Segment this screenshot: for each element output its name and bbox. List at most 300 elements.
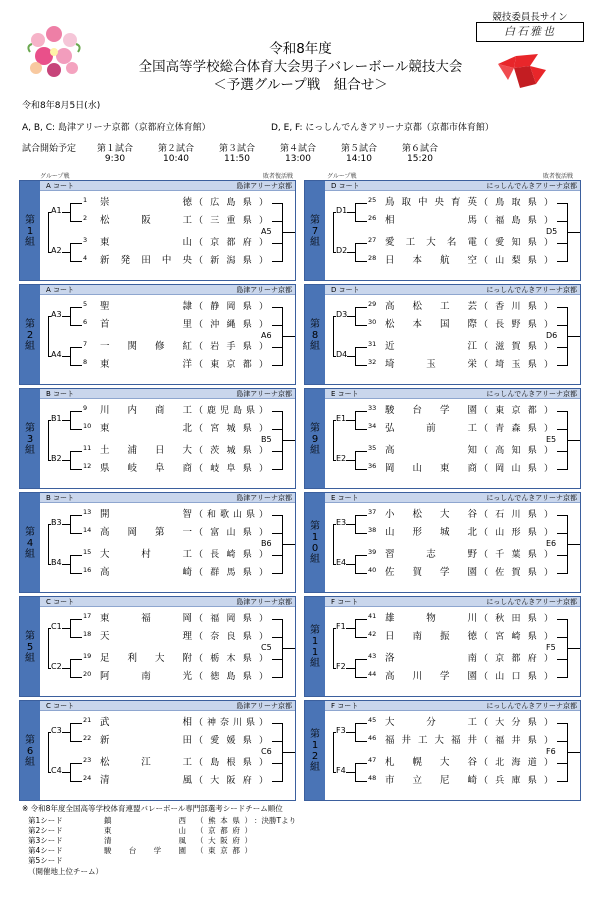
bracket-line bbox=[557, 573, 567, 574]
match-time: 9:30 bbox=[104, 154, 126, 164]
group-label-char: 組 bbox=[310, 554, 320, 565]
group-battle-label-left: グループ戦 bbox=[40, 173, 70, 180]
team-school: 岡山東商 bbox=[385, 463, 477, 474]
seed-prefecture: （大阪府） bbox=[196, 836, 252, 845]
team-prefecture: （愛知県） bbox=[479, 238, 553, 248]
bracket-line bbox=[70, 203, 82, 204]
court-name: C コート bbox=[46, 702, 75, 710]
bracket-line bbox=[355, 203, 356, 222]
team-school: 松本国際 bbox=[385, 319, 477, 330]
semifinal-label: B3 bbox=[51, 518, 62, 527]
team-prefecture: （京都府） bbox=[194, 238, 268, 248]
bracket-line bbox=[557, 469, 567, 470]
group-block bbox=[19, 284, 296, 385]
team-number: 25 bbox=[368, 196, 377, 204]
bracket-line bbox=[272, 573, 282, 574]
semifinal-label: C2 bbox=[51, 662, 62, 671]
title-year: 令和8年度 bbox=[269, 41, 332, 57]
bracket-line bbox=[355, 429, 367, 430]
bracket-line bbox=[272, 533, 282, 534]
seed-rank: 第5シード bbox=[28, 856, 63, 865]
team-school: 鳥取中央育英 bbox=[385, 197, 477, 208]
team-number: 20 bbox=[83, 670, 92, 678]
court-name: A コート bbox=[46, 286, 75, 294]
bracket-line bbox=[282, 232, 295, 233]
team-number: 45 bbox=[368, 716, 377, 724]
bracket-line bbox=[48, 212, 49, 253]
team-school: 一関修紅 bbox=[100, 341, 192, 352]
bracket-line bbox=[272, 781, 282, 782]
bracket-line bbox=[355, 619, 367, 620]
bracket-line bbox=[48, 628, 49, 669]
bracket-line bbox=[557, 429, 567, 430]
team-school: 高松工芸 bbox=[385, 301, 477, 312]
match-time: 11:50 bbox=[224, 154, 250, 164]
court-name: F コート bbox=[331, 702, 359, 710]
final-label: B6 bbox=[261, 539, 272, 548]
court-name: F コート bbox=[331, 598, 359, 606]
team-number: 47 bbox=[368, 756, 377, 764]
team-prefecture: （宮崎県） bbox=[479, 632, 553, 642]
bracket-line bbox=[272, 221, 282, 222]
court-venue: にっしんでんきアリーナ京都 bbox=[486, 390, 577, 398]
team-school: 開智 bbox=[100, 509, 192, 520]
bracket-line bbox=[557, 347, 567, 348]
bracket-line bbox=[355, 307, 356, 326]
team-prefecture: （兵庫県） bbox=[479, 776, 553, 786]
team-prefecture: （宮城県） bbox=[194, 424, 268, 434]
final-label: D6 bbox=[546, 331, 558, 340]
team-school: 足利大附 bbox=[100, 653, 192, 664]
bracket-line bbox=[272, 203, 282, 204]
bracket-line bbox=[557, 307, 567, 308]
bracket-line bbox=[333, 732, 334, 773]
team-school: 大村工 bbox=[100, 549, 192, 560]
bracket-line bbox=[333, 628, 334, 669]
team-prefecture: （鳥取県） bbox=[479, 198, 553, 208]
group-label-char: 第 bbox=[310, 521, 320, 532]
team-number: 36 bbox=[368, 462, 377, 470]
team-prefecture: （山口県） bbox=[479, 672, 553, 682]
host-note: （開催地上位チーム） bbox=[28, 867, 103, 876]
match-time: 15:20 bbox=[407, 154, 433, 164]
semifinal-label: E3 bbox=[336, 518, 347, 527]
bracket-line bbox=[70, 533, 82, 534]
bracket-line bbox=[355, 451, 367, 452]
team-prefecture: （香川県） bbox=[479, 302, 553, 312]
team-number: 28 bbox=[368, 254, 377, 262]
team-prefecture: （京都府） bbox=[479, 654, 553, 664]
bracket-line bbox=[557, 515, 567, 516]
bracket-line bbox=[557, 741, 567, 742]
bracket-line bbox=[333, 316, 334, 357]
final-label: A6 bbox=[261, 331, 272, 340]
bracket-line bbox=[282, 440, 295, 441]
bracket-line bbox=[272, 741, 282, 742]
group-block bbox=[304, 700, 581, 801]
team-prefecture: （東京都） bbox=[479, 406, 553, 416]
event-date: 令和8年8月5日(水) bbox=[22, 101, 101, 111]
bracket-line bbox=[48, 420, 49, 461]
bracket-line bbox=[557, 637, 567, 638]
bracket-line bbox=[355, 637, 367, 638]
court-venue: 島津アリーナ京都 bbox=[236, 494, 292, 502]
bracket-line bbox=[272, 243, 282, 244]
team-prefecture: （秋田県） bbox=[479, 614, 553, 624]
bracket-line bbox=[355, 515, 356, 534]
group-label-char: 第 bbox=[25, 318, 35, 330]
bracket-line bbox=[70, 677, 82, 678]
bracket-line bbox=[567, 752, 580, 753]
team-prefecture: （島根県） bbox=[194, 758, 268, 768]
bracket-line bbox=[355, 677, 367, 678]
court-venue: にっしんでんきアリーナ京都 bbox=[486, 702, 577, 710]
group-label-char: 第 bbox=[310, 318, 320, 330]
team-number: 39 bbox=[368, 548, 377, 556]
team-number: 7 bbox=[83, 340, 88, 348]
team-prefecture: （岩手県） bbox=[194, 342, 268, 352]
team-number: 42 bbox=[368, 630, 377, 638]
group-block bbox=[304, 492, 581, 593]
court-name: D コート bbox=[331, 182, 360, 190]
group-block bbox=[19, 700, 296, 801]
bracket-line bbox=[355, 243, 356, 262]
court-venue: 島津アリーナ京都 bbox=[236, 286, 292, 294]
semifinal-label: D1 bbox=[336, 206, 348, 215]
team-prefecture: （三重県） bbox=[194, 216, 268, 226]
team-prefecture: （岡山県） bbox=[479, 464, 553, 474]
bracket-line bbox=[355, 723, 356, 742]
court-bar bbox=[325, 285, 580, 295]
team-prefecture: （鹿児島県） bbox=[194, 406, 268, 416]
bracket-line bbox=[557, 411, 567, 412]
team-school: 佐賀学園 bbox=[385, 567, 477, 578]
team-number: 35 bbox=[368, 444, 377, 452]
bracket-line bbox=[70, 347, 71, 366]
court-bar bbox=[325, 597, 580, 607]
final-label: B5 bbox=[261, 435, 272, 444]
court-venue: にっしんでんきアリーナ京都 bbox=[486, 182, 577, 190]
bracket-line bbox=[355, 781, 367, 782]
bracket-line bbox=[70, 261, 82, 262]
group-label-char: 組 bbox=[25, 652, 35, 664]
team-prefecture: （奈良県） bbox=[194, 632, 268, 642]
bracket-line bbox=[282, 752, 295, 753]
team-prefecture: （高知県） bbox=[479, 446, 553, 456]
court-bar bbox=[40, 181, 295, 191]
bracket-line bbox=[557, 763, 567, 764]
seed-prefecture: （東京都） bbox=[196, 846, 252, 855]
group-label-char: 第 bbox=[25, 214, 35, 226]
team-school: 崇徳 bbox=[100, 197, 192, 208]
team-prefecture: （山梨県） bbox=[479, 256, 553, 266]
final-label: C6 bbox=[261, 747, 272, 756]
team-prefecture: （静岡県） bbox=[194, 302, 268, 312]
bracket-line bbox=[355, 261, 367, 262]
bracket-line bbox=[70, 411, 82, 412]
bracket-line bbox=[557, 619, 567, 620]
team-number: 9 bbox=[83, 404, 88, 412]
match-time: 13:00 bbox=[285, 154, 311, 164]
group-label-char: 第 bbox=[310, 625, 320, 636]
group-label-char: 組 bbox=[310, 762, 320, 773]
group-block bbox=[304, 596, 581, 697]
semifinal-label: D2 bbox=[336, 246, 348, 255]
court-name: C コート bbox=[46, 598, 75, 606]
team-prefecture: （福岡県） bbox=[194, 614, 268, 624]
bracket-line bbox=[272, 619, 282, 620]
court-venue: にっしんでんきアリーナ京都 bbox=[486, 286, 577, 294]
bracket-line bbox=[355, 451, 356, 470]
team-number: 27 bbox=[368, 236, 377, 244]
bracket-line bbox=[272, 347, 282, 348]
semifinal-label: F4 bbox=[336, 766, 346, 775]
bracket-line bbox=[282, 544, 295, 545]
seed-school: 駿台学園 bbox=[104, 846, 186, 855]
group-label-char: 組 bbox=[25, 340, 35, 352]
team-school: 高川学園 bbox=[385, 671, 477, 682]
bracket-line bbox=[557, 723, 567, 724]
team-school: 東山 bbox=[100, 237, 192, 248]
bracket-line bbox=[557, 781, 567, 782]
court-bar bbox=[40, 389, 295, 399]
team-prefecture: （山形県） bbox=[479, 528, 553, 538]
bracket-line bbox=[557, 221, 567, 222]
team-number: 41 bbox=[368, 612, 377, 620]
group-label-char: 1 bbox=[311, 740, 319, 751]
team-number: 48 bbox=[368, 774, 377, 782]
final-label: D5 bbox=[546, 227, 558, 236]
bracket-line bbox=[355, 469, 367, 470]
final-label: A5 bbox=[261, 227, 272, 236]
team-prefecture: （栃木県） bbox=[194, 654, 268, 664]
bracket-line bbox=[272, 555, 282, 556]
bracket-line bbox=[70, 469, 82, 470]
bracket-line bbox=[355, 555, 367, 556]
team-school: 清風 bbox=[100, 775, 192, 786]
semifinal-label: C3 bbox=[51, 726, 62, 735]
bracket-line bbox=[355, 411, 367, 412]
court-venue: にっしんでんきアリーナ京都 bbox=[486, 598, 577, 606]
team-school: 新発田中央 bbox=[100, 255, 192, 266]
team-number: 29 bbox=[368, 300, 377, 308]
bracket-line bbox=[272, 515, 282, 516]
match-name: 第６試合 bbox=[401, 144, 438, 154]
bracket-line bbox=[70, 243, 71, 262]
bracket-line bbox=[557, 261, 567, 262]
final-label: F5 bbox=[546, 643, 556, 652]
volleyball-logo bbox=[494, 50, 550, 92]
bracket-line bbox=[70, 573, 82, 574]
venue-def: D, E, F: にっしんでんきアリーナ京都（京都市体育館） bbox=[271, 123, 494, 133]
court-venue: 島津アリーナ京都 bbox=[236, 390, 292, 398]
team-prefecture: （広島県） bbox=[194, 198, 268, 208]
group-label-char: 1 bbox=[311, 532, 319, 543]
seed-rank: 第1シード bbox=[28, 816, 63, 825]
title-tournament: 全国高等学校総合体育大会男子バレーボール競技大会 bbox=[138, 59, 463, 75]
bracket-line bbox=[272, 411, 282, 412]
team-school: 市立尼崎 bbox=[385, 775, 477, 786]
bracket-line bbox=[557, 677, 567, 678]
bracket-line bbox=[70, 619, 71, 638]
group-label-char: 第 bbox=[25, 422, 35, 434]
team-school: 愛工大名電 bbox=[385, 237, 477, 248]
group-label-char: 2 bbox=[26, 329, 34, 341]
bracket-line bbox=[567, 544, 580, 545]
court-name: B コート bbox=[46, 494, 75, 502]
bracket-line bbox=[70, 555, 82, 556]
final-label: E5 bbox=[546, 435, 557, 444]
group-label-char: 組 bbox=[310, 444, 320, 456]
seed-rank: 第3シード bbox=[28, 836, 63, 845]
semifinal-label: C4 bbox=[51, 766, 62, 775]
group-label-char: 1 bbox=[26, 225, 34, 237]
seed-prefecture: （京都府） bbox=[196, 826, 252, 835]
team-school: 高知 bbox=[385, 445, 477, 456]
bracket-line bbox=[355, 723, 367, 724]
semifinal-label: C1 bbox=[51, 622, 62, 631]
group-block bbox=[19, 388, 296, 489]
bracket-line bbox=[70, 659, 71, 678]
group-block bbox=[304, 388, 581, 489]
court-name: D コート bbox=[331, 286, 360, 294]
bracket-line bbox=[70, 515, 71, 534]
group-label-char: 組 bbox=[310, 340, 320, 352]
title-subtitle: ＜予選グループ戦 組合せ＞ bbox=[213, 77, 388, 93]
semifinal-label: D4 bbox=[336, 350, 348, 359]
team-school: 県岐阜商 bbox=[100, 463, 192, 474]
loser-label-right: 敗者復活戦 bbox=[543, 173, 574, 180]
team-school: 埼玉栄 bbox=[385, 359, 477, 370]
match-time: 14:10 bbox=[346, 154, 372, 164]
team-school: 東福岡 bbox=[100, 613, 192, 624]
team-number: 46 bbox=[368, 734, 377, 742]
bracket-line bbox=[272, 261, 282, 262]
final-label: F6 bbox=[546, 747, 556, 756]
bracket-line bbox=[70, 555, 71, 574]
semifinal-label: B1 bbox=[51, 414, 62, 423]
team-number: 15 bbox=[83, 548, 92, 556]
court-name: B コート bbox=[46, 390, 75, 398]
team-school: 近江 bbox=[385, 341, 477, 352]
team-prefecture: （新潟県） bbox=[194, 256, 268, 266]
bracket-line bbox=[557, 243, 567, 244]
bracket-line bbox=[272, 469, 282, 470]
bracket-line bbox=[272, 659, 282, 660]
schedule-label: 試合開始予定 bbox=[22, 144, 77, 154]
semifinal-label: A4 bbox=[51, 350, 62, 359]
team-school: 新田 bbox=[100, 735, 192, 746]
group-label-char: 1 bbox=[311, 647, 319, 658]
venue-abc: A, B, C: 島津アリーナ京都（京都府立体育館） bbox=[22, 123, 211, 133]
group-label-char: 0 bbox=[311, 543, 319, 554]
team-prefecture: （石川県） bbox=[479, 510, 553, 520]
group-label-char: 7 bbox=[311, 225, 319, 237]
team-number: 43 bbox=[368, 652, 377, 660]
team-school: 東洋 bbox=[100, 359, 192, 370]
bracket-line bbox=[355, 203, 367, 204]
team-school: 日南振徳 bbox=[385, 631, 477, 642]
match-name: 第５試合 bbox=[340, 144, 377, 154]
bracket-line bbox=[355, 325, 367, 326]
team-number: 19 bbox=[83, 652, 92, 660]
team-school: 日本航空 bbox=[385, 255, 477, 266]
team-number: 30 bbox=[368, 318, 377, 326]
bracket-line bbox=[272, 365, 282, 366]
team-number: 1 bbox=[83, 196, 88, 204]
final-label: E6 bbox=[546, 539, 557, 548]
court-bar bbox=[325, 493, 580, 503]
court-bar bbox=[325, 701, 580, 711]
team-school: 習志野 bbox=[385, 549, 477, 560]
team-number: 23 bbox=[83, 756, 92, 764]
group-block bbox=[304, 284, 581, 385]
seed-school: 東山 bbox=[104, 826, 186, 835]
group-label-char: 組 bbox=[25, 236, 35, 248]
team-prefecture: （徳島県） bbox=[194, 672, 268, 682]
semifinal-label: E4 bbox=[336, 558, 347, 567]
bracket-line bbox=[70, 243, 82, 244]
team-prefecture: （千葉県） bbox=[479, 550, 553, 560]
team-number: 12 bbox=[83, 462, 92, 470]
group-label-char: 第 bbox=[310, 729, 320, 740]
team-number: 4 bbox=[83, 254, 88, 262]
team-prefecture: （福井県） bbox=[479, 736, 553, 746]
bracket-line bbox=[557, 533, 567, 534]
bracket-line bbox=[272, 307, 282, 308]
semifinal-label: A3 bbox=[51, 310, 62, 319]
bracket-line bbox=[70, 365, 82, 366]
bracket-line bbox=[48, 524, 49, 565]
team-number: 44 bbox=[368, 670, 377, 678]
team-school: 天理 bbox=[100, 631, 192, 642]
team-school: 小松大谷 bbox=[385, 509, 477, 520]
group-label-char: 組 bbox=[25, 548, 35, 560]
team-prefecture: （大分県） bbox=[479, 718, 553, 728]
team-school: 相馬 bbox=[385, 215, 477, 226]
team-number: 6 bbox=[83, 318, 88, 326]
group-block bbox=[19, 492, 296, 593]
team-school: 福井工大福井 bbox=[385, 735, 477, 746]
bracket-line bbox=[355, 659, 367, 660]
team-number: 13 bbox=[83, 508, 92, 516]
team-number: 33 bbox=[368, 404, 377, 412]
bracket-line bbox=[272, 451, 282, 452]
group-label-char: 第 bbox=[25, 630, 35, 642]
group-label-char: 第 bbox=[310, 214, 320, 226]
bracket-line bbox=[282, 336, 295, 337]
bracket-line bbox=[70, 429, 82, 430]
court-name: E コート bbox=[331, 390, 359, 398]
team-school: 大分工 bbox=[385, 717, 477, 728]
team-prefecture: （和歌山県） bbox=[194, 510, 268, 520]
court-name: A コート bbox=[46, 182, 75, 190]
team-number: 38 bbox=[368, 526, 377, 534]
bracket-line bbox=[272, 637, 282, 638]
bracket-line bbox=[70, 741, 82, 742]
group-label-char: 第 bbox=[310, 422, 320, 434]
court-bar bbox=[40, 701, 295, 711]
bracket-line bbox=[355, 573, 367, 574]
team-school: 阿南光 bbox=[100, 671, 192, 682]
court-bar bbox=[325, 181, 580, 191]
bracket-line bbox=[355, 347, 356, 366]
semifinal-label: A1 bbox=[51, 206, 62, 215]
court-bar bbox=[40, 493, 295, 503]
bracket-line bbox=[557, 555, 567, 556]
bracket-line bbox=[355, 515, 367, 516]
match-name: 第３試合 bbox=[218, 144, 255, 154]
